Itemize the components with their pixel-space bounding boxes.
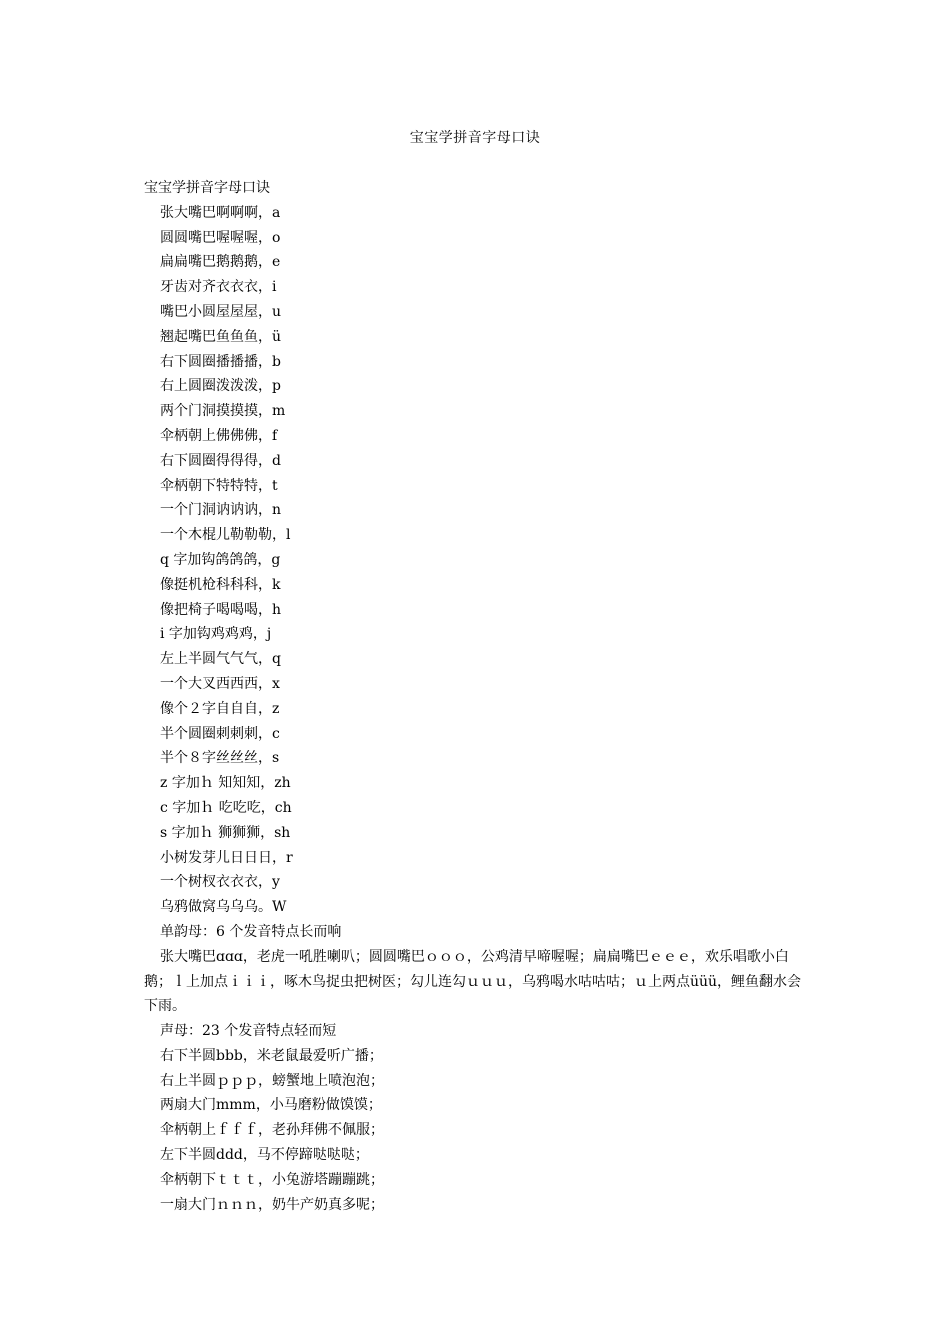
rhyme-line: 左上半圆气气气，q [160,651,281,668]
rhyme-line: 右下圆圈播播播，b [160,353,281,370]
rhyme-line: s 字加ｈ 狮狮狮，sh [160,824,291,841]
rhyme-line: c 字加ｈ 吃吃吃，ch [160,799,292,816]
section-heading: 宝宝学拼音字母口诀 [144,180,270,196]
document-title: 宝宝学拼音字母口诀 [409,130,541,146]
document-body [144,176,804,1217]
rhyme-line: 扁扁嘴巴鹅鹅鹅，e [160,254,281,271]
vowel-paragraph: 张大嘴巴ɑɑɑ，老虎一吼胜喇叭；圆圆嘴巴ｏｏｏ，公鸡清早啼喔喔；扁扁嘴巴ｅｅｅ，欢乐唱歌小白鹅；ｌ上加点ｉｉｉ，啄木鸟捉虫把树医；勾儿连勾ｕｕｕ，乌鸦喝水咕咕咕；ｕ上两点üüü，鲤鱼翻水会下雨。 [144,948,802,1015]
rhyme-line: i 字加钩鸡鸡鸡，j [160,626,272,643]
rhyme-line: 一个树杈衣衣衣，y [160,874,280,891]
rhyme-line: 一个木棍儿勒勒勒，l [160,527,291,544]
consonant-line: 两扇大门mmm，小马磨粉做馍馍； [160,1097,382,1114]
rhyme-line: 伞柄朝下特特特，t [160,477,278,494]
rhyme-line: 牙齿对齐衣衣衣，i [160,279,277,296]
rhyme-line: q 字加钩鸽鸽鸽，g [160,551,281,568]
rhyme-line: 像个２字自自自，z [160,700,280,717]
rhyme-line: 伞柄朝上佛佛佛，f [160,427,278,444]
consonant-line: 伞柄朝下ｔｔｔ，小兔游塔蹦蹦跳； [160,1171,384,1188]
rhyme-line: 像挺机枪科科科，k [160,576,281,593]
rhyme-line: 右上圆圈泼泼泼，p [160,378,281,395]
rhyme-line: 右下圆圈得得得，d [160,452,281,469]
rhyme-line: 翘起嘴巴鱼鱼鱼，ü [160,328,282,345]
rhyme-line: 半个圆圈刺刺刺，c [160,725,280,742]
rhyme-line: 半个８字丝丝丝，s [160,750,280,767]
consonant-line: 右上半圆ｐｐｐ，螃蟹地上喷泡泡； [160,1072,384,1089]
rhyme-line: z 字加ｈ 知知知，zh [160,775,291,792]
rhyme-line: 两个门洞摸摸摸，m [160,403,286,420]
rhyme-line: 张大嘴巴啊啊啊，a [160,204,281,221]
rhyme-line: 像把椅子喝喝喝，h [160,601,282,618]
rhyme-list [144,201,804,920]
rhyme-line: 小树发芽儿日日日，r [160,849,293,866]
rhyme-line: 圆圆嘴巴喔喔喔，o [160,229,281,246]
consonant-heading: 声母：23 个发音特点轻而短 [160,1023,337,1040]
rhyme-line: 嘴巴小圆屋屋屋，u [160,303,282,320]
consonant-line: 右下半圆bbb，米老鼠最爱听广播； [160,1047,383,1064]
rhyme-line: 一个门洞讷讷讷，n [160,502,282,519]
consonant-list [144,1044,804,1218]
consonant-line: 伞柄朝上ｆｆｆ，老孙拜佛不佩服； [160,1122,384,1139]
consonant-line: 左下半圆ddd，马不停蹄哒哒哒； [160,1147,369,1164]
rhyme-line: 一个大叉西西西，x [160,675,280,692]
rhyme-line: 乌鸦做窝乌乌乌。W [160,899,287,916]
consonant-line: 一扇大门ｎｎｎ，奶牛产奶真多呢； [160,1196,384,1213]
vowel-heading: 单韵母：6 个发音特点长而响 [160,923,342,940]
